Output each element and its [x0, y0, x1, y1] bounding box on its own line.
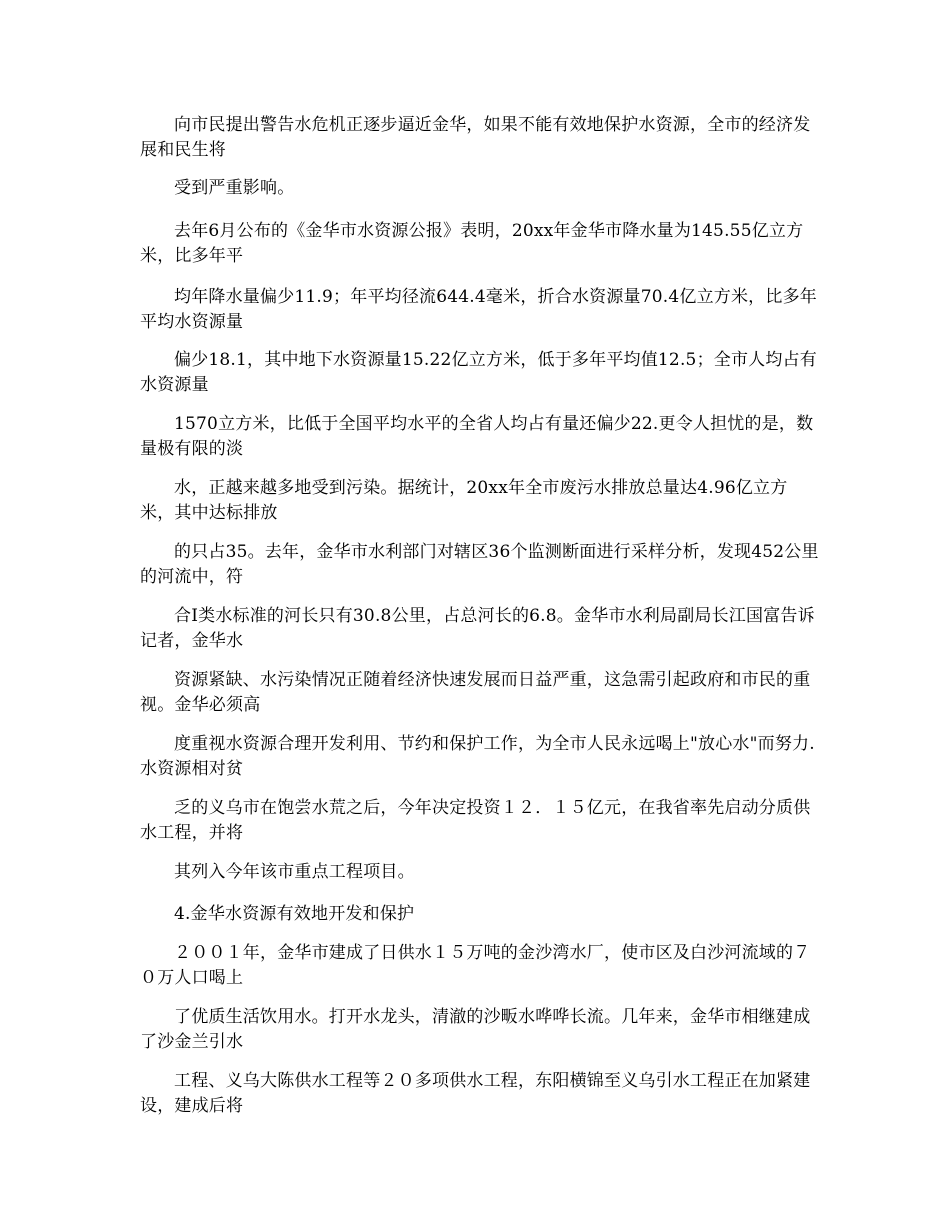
paragraph: 去年6月公布的《金华市水资源公报》表明，20xx年金华市降水量为145.55亿立方米，比多年平	[140, 221, 804, 266]
paragraph: 受到严重影响。	[174, 178, 295, 198]
paragraph: 水，正越来越多地受到污染。据统计，20xx年全市废污水排放总量达4.96亿立方米，其中达标排放	[140, 478, 788, 523]
paragraph: 工程、义乌大陈供水工程等２０多项供水工程，东阳横锦至义乌引水工程正在加紧建设，建成后将	[140, 1071, 811, 1116]
paragraph: 向市民提出警告水危机正逐步逼近金华，如果不能有效地保护水资源，全市的经济发展和民生将	[140, 115, 811, 160]
paragraph: 乏的义乌市在饱尝水荒之后，今年决定投资１２．１５亿元，在我省率先启动分质供水工程，并将	[140, 798, 811, 843]
paragraph: 了优质生活饮用水。打开水龙头，清澈的沙畈水哗哗长流。几年来，金华市相继建成了沙金兰引水	[140, 1007, 811, 1052]
paragraph: 偏少18.1，其中地下水资源量15.22亿立方米，低于多年平均值12.5；全市人均占有水资源量	[140, 350, 817, 395]
paragraph: 资源紧缺、水污染情况正随着经济快速发展而日益严重，这急需引起政府和市民的重视。金华必须高	[140, 670, 811, 715]
paragraph: 度重视水资源合理开发利用、节约和保护工作，为全市人民永远喝上"放心水"而努力.水资源相对贫	[140, 734, 815, 779]
paragraph: 1570立方米，比低于全国平均水平的全省人均占有量还偏少22.更令人担忧的是，数量极有限的淡	[140, 414, 814, 459]
paragraph: 均年降水量偏少11.9；年平均径流644.4毫米，折合水资源量70.4亿立方米，比多年平均水资源量	[140, 287, 817, 332]
paragraph: 合Ⅰ类水标准的河长只有30.8公里，占总河长的6.8。金华市水利局副局长江国富告诉记者，金华水	[140, 606, 815, 651]
paragraph: 其列入今年该市重点工程项目。	[174, 862, 415, 882]
paragraph: 的只占35。去年，金华市水利部门对辖区36个监测断面进行采样分析，发现452公里的河流中，符	[140, 542, 819, 587]
section-heading: 4.金华水资源有效地开发和保护	[174, 904, 415, 924]
paragraph: ２００１年，金华市建成了日供水１５万吨的金沙湾水厂，使市区及白沙河流域的７０万人口喝上	[140, 943, 811, 988]
